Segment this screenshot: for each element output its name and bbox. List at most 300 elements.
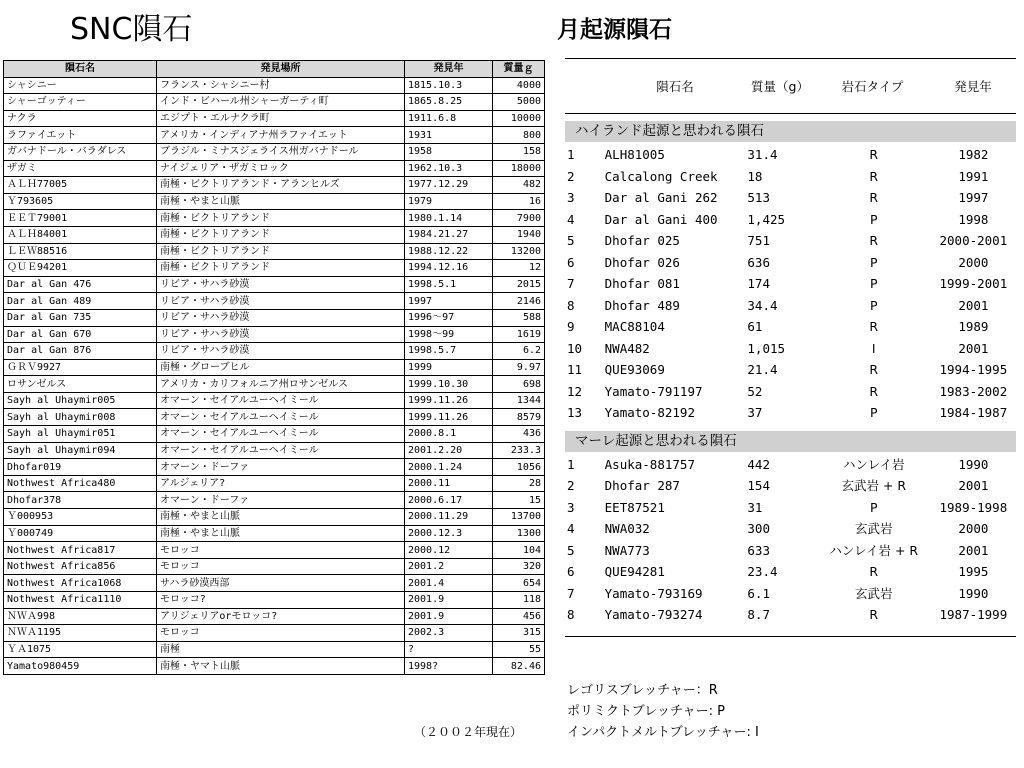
item-number: 1 [567, 456, 575, 472]
item-mass: 174 [747, 276, 770, 291]
cell-year: 1865.8.25 [405, 94, 493, 111]
cell-mass: 320 [493, 558, 545, 575]
table-row [4, 509, 545, 526]
cell-location: リビア・サハラ砂漠 [157, 309, 405, 326]
cell-mass: 800 [493, 127, 545, 144]
cell-year: 1999.11.26 [405, 392, 493, 409]
item-rock-type: P [869, 499, 878, 515]
table-row [4, 608, 545, 625]
item-mass: 636 [747, 254, 770, 270]
cell-name: ＱＵＥ94201 [4, 260, 157, 277]
cell-year: 1988.12.22 [405, 243, 493, 260]
cell-name: Dar al Gan 476 [4, 276, 157, 293]
table-row [4, 260, 545, 277]
list-item [565, 273, 1016, 295]
snc-header-location: 発見場所 [157, 61, 405, 78]
table-row [4, 392, 545, 409]
cell-location: 南極・ビクトリアランド・アランヒルズ [157, 177, 405, 194]
cell-name: ＡＬＨ77005 [4, 177, 157, 194]
list-item [565, 252, 1016, 274]
cell-mass: 1300 [493, 525, 545, 542]
cell-name: Dar al Gan 735 [4, 309, 157, 326]
lunar-title: 月起源隕石 [557, 17, 672, 43]
cell-location: 南極・ビクトリアランド [157, 210, 405, 227]
item-number: 4 [567, 211, 575, 227]
list-item [565, 475, 1016, 497]
item-name: Dhofar 287 [604, 478, 680, 493]
cell-location: ブラジル・ミナスジェライス州ガバナドール [157, 143, 405, 160]
cell-location: オマーン・セイアルユーヘイミール [157, 409, 405, 426]
item-mass: 18 [747, 168, 763, 184]
cell-year: 1911.6.8 [405, 110, 493, 127]
item-year: 1999-2001 [939, 276, 1008, 291]
cell-name: ＮＷＡ1195 [4, 625, 157, 642]
legend-item: レゴリスブレッチャー：R [567, 683, 718, 698]
cell-location: アメリカ・インディアナ州ラファイエット [157, 127, 405, 144]
table-row [4, 376, 545, 393]
item-name: Yamato-793169 [604, 585, 703, 601]
legend-item: インパクトメルトブレッチャー: I [567, 725, 759, 740]
table-row [4, 94, 545, 111]
table-row [4, 426, 545, 443]
cell-year: 2001.4 [405, 575, 493, 592]
cell-location: オマーン・セイアルユーヘイミール [157, 392, 405, 409]
item-name: NWA032 [604, 521, 650, 536]
cell-name: Dar al Gan 670 [4, 326, 157, 343]
cell-name: ＧＲＶ9927 [4, 359, 157, 376]
item-mass: 6.1 [747, 585, 770, 601]
cell-name: Ｙ000953 [4, 509, 157, 526]
cell-location: サハラ砂漠西部 [157, 575, 405, 592]
item-year: 1997 [958, 190, 989, 205]
cell-location: モロッコ [157, 542, 405, 559]
item-rock-type: R [869, 168, 879, 184]
item-year: 1989-1998 [939, 499, 1008, 515]
table-row [4, 442, 545, 459]
item-rock-type: 玄武岩 + R [841, 478, 907, 493]
cell-mass: 13200 [493, 243, 545, 260]
cell-year: 1996～97 [405, 309, 493, 326]
cell-location: リビア・サハラ砂漠 [157, 343, 405, 360]
item-year: 1982 [958, 147, 989, 162]
item-rock-type: P [869, 405, 878, 420]
table-row [4, 293, 545, 310]
cell-location: 南極・やまと山脈 [157, 525, 405, 542]
item-number: 12 [567, 383, 583, 399]
cell-mass: 588 [493, 309, 545, 326]
cell-mass: 118 [493, 592, 545, 609]
cell-name: Dar al Gan 876 [4, 343, 157, 360]
cell-year: 1998.5.7 [405, 343, 493, 360]
cell-year: 1984.21.27 [405, 226, 493, 243]
list-item [565, 144, 1016, 166]
cell-mass: 2015 [493, 276, 545, 293]
item-name: NWA482 [604, 340, 650, 356]
table-row [4, 343, 545, 360]
item-rock-type: I [871, 340, 876, 356]
item-name: MAC88104 [604, 319, 665, 334]
item-rock-type: R [869, 564, 879, 579]
cell-name: ロサンゼルス [4, 376, 157, 393]
cell-mass: 5000 [493, 94, 545, 111]
cell-year: 2002.3 [405, 625, 493, 642]
cell-name: ザガミ [4, 160, 157, 177]
cell-location: ナイジェリア・ザガミロック [157, 160, 405, 177]
cell-location: フランス・シャシニー村 [157, 77, 405, 94]
cell-mass: 315 [493, 625, 545, 642]
lunar-meteorite-table [565, 58, 1016, 637]
item-year: 2001 [958, 478, 989, 493]
cell-location: モロッコ [157, 558, 405, 575]
item-year: 1983-2002 [939, 383, 1008, 399]
item-year: 1987-1999 [939, 607, 1008, 622]
header-rule [565, 113, 1016, 114]
table-row [4, 326, 545, 343]
cell-mass: 233.3 [493, 442, 545, 459]
highland-section-label: ハイランド起源と思われる隕石 [565, 121, 1016, 142]
cell-name: Sayh al Uhaymir094 [4, 442, 157, 459]
item-mass: 23.4 [747, 564, 778, 579]
item-name: Yamato-793274 [604, 607, 703, 622]
cell-name: Sayh al Uhaymir008 [4, 409, 157, 426]
list-item [565, 561, 1016, 583]
cell-mass: 2146 [493, 293, 545, 310]
table-row [4, 359, 545, 376]
cell-location: 南極・ビクトリアランド [157, 243, 405, 260]
cell-location: アリジェリアorモロッコ? [157, 608, 405, 625]
item-mass: 300 [747, 521, 770, 536]
cell-location: オマーン・セイアルユーヘイミール [157, 442, 405, 459]
cell-year: 1999.11.26 [405, 409, 493, 426]
item-number: 1 [567, 147, 575, 162]
item-name: Dar al Gani 400 [604, 211, 718, 227]
item-year: 1990 [958, 456, 989, 472]
item-number: 5 [567, 542, 575, 558]
cell-year: 1997 [405, 293, 493, 310]
item-rock-type: P [869, 297, 878, 313]
mare-section-label: マーレ起源と思われる隕石 [565, 431, 1016, 452]
item-name: Yamato-791197 [604, 383, 703, 399]
item-name: ALH81005 [604, 147, 665, 162]
list-item [565, 497, 1016, 519]
cell-mass: 482 [493, 177, 545, 194]
item-year: 1994-1995 [939, 362, 1008, 377]
cell-year: 1998.5.1 [405, 276, 493, 293]
cell-year: 1979 [405, 193, 493, 210]
cell-name: ナクラ [4, 110, 157, 127]
cell-name: Ｙ000749 [4, 525, 157, 542]
item-year: 2000 [958, 254, 989, 270]
item-mass: 513 [747, 190, 770, 205]
item-name: Calcalong Creek [604, 168, 718, 184]
item-mass: 1,425 [747, 211, 786, 227]
table-row [4, 658, 545, 675]
table-row [4, 641, 545, 658]
item-name: EET87521 [604, 499, 665, 515]
item-rock-type: R [869, 147, 879, 162]
item-mass: 61 [747, 319, 763, 334]
cell-location: 南極・ヤマト山脈 [157, 658, 405, 675]
cell-mass: 10000 [493, 110, 545, 127]
item-number: 4 [567, 521, 575, 536]
cell-mass: 698 [493, 376, 545, 393]
table-row [4, 459, 545, 476]
cell-mass: 82.46 [493, 658, 545, 675]
item-rock-type: ハンレイ岩 + R [829, 542, 919, 558]
cell-mass: 654 [493, 575, 545, 592]
snc-title: SNC隕石 [70, 12, 193, 47]
item-rock-type: R [869, 233, 879, 248]
rock-type-legend [567, 680, 759, 743]
cell-mass: 7900 [493, 210, 545, 227]
cell-name: Sayh al Uhaymir051 [4, 426, 157, 443]
item-mass: 31.4 [747, 147, 778, 162]
item-year: 2000 [958, 521, 989, 536]
snc-date-note: （２００２年現在） [414, 725, 523, 739]
table-row [4, 475, 545, 492]
table-row [4, 160, 545, 177]
item-number: 8 [567, 607, 575, 622]
list-item [565, 166, 1016, 188]
cell-year: 1958 [405, 143, 493, 160]
cell-name: シャーゴッティー [4, 94, 157, 111]
cell-location: 南極・やまと山脈 [157, 193, 405, 210]
snc-header-name: 隕石名 [4, 61, 157, 78]
cell-year: 2000.11.29 [405, 509, 493, 526]
table-row [4, 558, 545, 575]
table-row [4, 592, 545, 609]
cell-year: 1998～99 [405, 326, 493, 343]
table-row [4, 542, 545, 559]
cell-name: ＬＥＷ88516 [4, 243, 157, 260]
table-row [4, 77, 545, 94]
cell-mass: 9.97 [493, 359, 545, 376]
item-year: 2001 [958, 297, 989, 313]
item-name: Dhofar 025 [604, 233, 680, 248]
cell-year: 1815.10.3 [405, 77, 493, 94]
cell-mass: 1344 [493, 392, 545, 409]
cell-name: Nothwest Africa1110 [4, 592, 157, 609]
item-rock-type: P [869, 211, 878, 227]
cell-name: Yamato980459 [4, 658, 157, 675]
cell-year: 1998? [405, 658, 493, 675]
cell-year: 1999 [405, 359, 493, 376]
item-year: 2001 [958, 340, 989, 356]
snc-meteorite-table [3, 60, 545, 675]
snc-table-body [4, 77, 545, 674]
cell-mass: 436 [493, 426, 545, 443]
cell-mass: 104 [493, 542, 545, 559]
item-mass: 1,015 [747, 340, 786, 356]
cell-mass: 55 [493, 641, 545, 658]
cell-name: ガバナドール・バラダレス [4, 143, 157, 160]
list-item [565, 402, 1016, 424]
item-number: 5 [567, 233, 575, 248]
cell-mass: 8579 [493, 409, 545, 426]
list-item [565, 540, 1016, 562]
cell-year: 2000.11 [405, 475, 493, 492]
item-number: 2 [567, 168, 575, 184]
cell-year: 2001.9 [405, 592, 493, 609]
cell-mass: 456 [493, 608, 545, 625]
lunar-header-year: 発見年 [954, 79, 992, 94]
item-rock-type: R [869, 190, 879, 205]
table-row [4, 276, 545, 293]
item-year: 1984-1987 [939, 405, 1008, 420]
cell-location: モロッコ [157, 625, 405, 642]
item-rock-type: P [869, 254, 878, 270]
item-mass: 21.4 [747, 362, 778, 377]
cell-location: オマーン・ドーファ [157, 492, 405, 509]
cell-name: ＹＡ1075 [4, 641, 157, 658]
list-item [565, 338, 1016, 360]
item-rock-type: R [869, 362, 879, 377]
list-item [565, 583, 1016, 605]
cell-year: 1999.10.30 [405, 376, 493, 393]
item-name: Dar al Gani 262 [604, 190, 718, 205]
item-name: Asuka-881757 [604, 456, 695, 472]
list-item [565, 187, 1016, 209]
cell-mass: 16 [493, 193, 545, 210]
list-item [565, 359, 1016, 381]
table-row [4, 243, 545, 260]
cell-mass: 1619 [493, 326, 545, 343]
cell-location: 南極 [157, 641, 405, 658]
cell-location: 南極・グローブヒル [157, 359, 405, 376]
lunar-header-mass: 質量（g） [751, 79, 809, 94]
item-number: 6 [567, 564, 575, 579]
table-row [4, 575, 545, 592]
bottom-rule [565, 636, 1016, 637]
item-year: 1995 [958, 564, 989, 579]
item-mass: 31 [747, 499, 763, 515]
item-number: 11 [567, 362, 583, 377]
item-name: Dhofar 081 [604, 276, 680, 291]
cell-location: インド・ビハール州シャーガーティ町 [157, 94, 405, 111]
highland-rows [565, 144, 1016, 424]
cell-location: 南極・やまと山脈 [157, 509, 405, 526]
table-row [4, 492, 545, 509]
item-number: 3 [567, 499, 575, 515]
cell-mass: 28 [493, 475, 545, 492]
item-mass: 154 [747, 478, 770, 493]
lunar-header-row [565, 59, 1016, 113]
item-number: 3 [567, 190, 575, 205]
item-mass: 633 [747, 542, 770, 558]
cell-location: 南極・ビクトリアランド [157, 226, 405, 243]
cell-year: 2000.1.24 [405, 459, 493, 476]
item-number: 10 [567, 340, 583, 356]
table-row [4, 193, 545, 210]
cell-mass: 1940 [493, 226, 545, 243]
item-year: 1989 [958, 319, 989, 334]
item-name: Dhofar 489 [604, 297, 680, 313]
list-item [565, 209, 1016, 231]
item-number: 9 [567, 319, 575, 334]
cell-year: 1994.12.16 [405, 260, 493, 277]
table-row [4, 309, 545, 326]
list-item [565, 604, 1016, 626]
item-year: 1991 [958, 168, 989, 184]
table-row [4, 177, 545, 194]
cell-mass: 158 [493, 143, 545, 160]
cell-location: 南極・ビクトリアランド [157, 260, 405, 277]
cell-year: 1931 [405, 127, 493, 144]
snc-header-row [4, 61, 545, 78]
legend-item: ポリミクトブレッチャー: P [567, 704, 725, 719]
item-number: 6 [567, 254, 575, 270]
cell-year: 2001.2 [405, 558, 493, 575]
item-mass: 751 [747, 233, 770, 248]
cell-mass: 13700 [493, 509, 545, 526]
mare-rows [565, 454, 1016, 626]
list-item [565, 295, 1016, 317]
cell-mass: 6.2 [493, 343, 545, 360]
table-row [4, 143, 545, 160]
lunar-header-name: 隕石名 [656, 79, 694, 94]
cell-name: Dhofar019 [4, 459, 157, 476]
item-name: QUE93069 [604, 362, 665, 377]
cell-mass: 4000 [493, 77, 545, 94]
cell-mass: 18000 [493, 160, 545, 177]
cell-location: リビア・サハラ砂漠 [157, 276, 405, 293]
cell-mass: 1056 [493, 459, 545, 476]
item-name: Dhofar 026 [604, 254, 680, 270]
table-row [4, 110, 545, 127]
cell-location: エジプト・エルナクラ町 [157, 110, 405, 127]
snc-header-year: 発見年 [405, 61, 493, 78]
cell-location: オマーン・ドーファ [157, 459, 405, 476]
table-row [4, 525, 545, 542]
list-item [565, 316, 1016, 338]
cell-location: リビア・サハラ砂漠 [157, 293, 405, 310]
cell-location: アルジェリア? [157, 475, 405, 492]
item-mass: 34.4 [747, 297, 778, 313]
snc-header-mass: 質量ｇ [493, 61, 545, 78]
cell-location: オマーン・セイアルユーヘイミール [157, 426, 405, 443]
item-rock-type: P [869, 276, 878, 291]
cell-name: Dar al Gan 489 [4, 293, 157, 310]
item-mass: 442 [747, 456, 770, 472]
table-row [4, 127, 545, 144]
cell-year: 2000.8.1 [405, 426, 493, 443]
list-item [565, 230, 1016, 252]
table-row [4, 210, 545, 227]
item-year: 1990 [958, 585, 989, 601]
cell-name: Sayh al Uhaymir005 [4, 392, 157, 409]
item-rock-type: R [869, 319, 879, 334]
cell-name: Dhofar378 [4, 492, 157, 509]
cell-name: Ｙ793605 [4, 193, 157, 210]
cell-name: ラファイエット [4, 127, 157, 144]
item-name: Yamato-82192 [604, 405, 695, 420]
item-rock-type: 玄武岩 [855, 585, 893, 601]
list-item [565, 381, 1016, 403]
list-item [565, 518, 1016, 540]
table-row [4, 625, 545, 642]
cell-name: ＥＥＴ79001 [4, 210, 157, 227]
cell-year: 1980.1.14 [405, 210, 493, 227]
cell-year: 2001.9 [405, 608, 493, 625]
item-number: 2 [567, 478, 575, 493]
item-name: QUE94281 [604, 564, 665, 579]
item-year: 2000-2001 [939, 233, 1008, 248]
item-number: 7 [567, 585, 575, 601]
item-mass: 37 [747, 405, 763, 420]
item-year: 2001 [958, 542, 989, 558]
item-name: NWA773 [604, 542, 650, 558]
cell-year: 2000.12.3 [405, 525, 493, 542]
